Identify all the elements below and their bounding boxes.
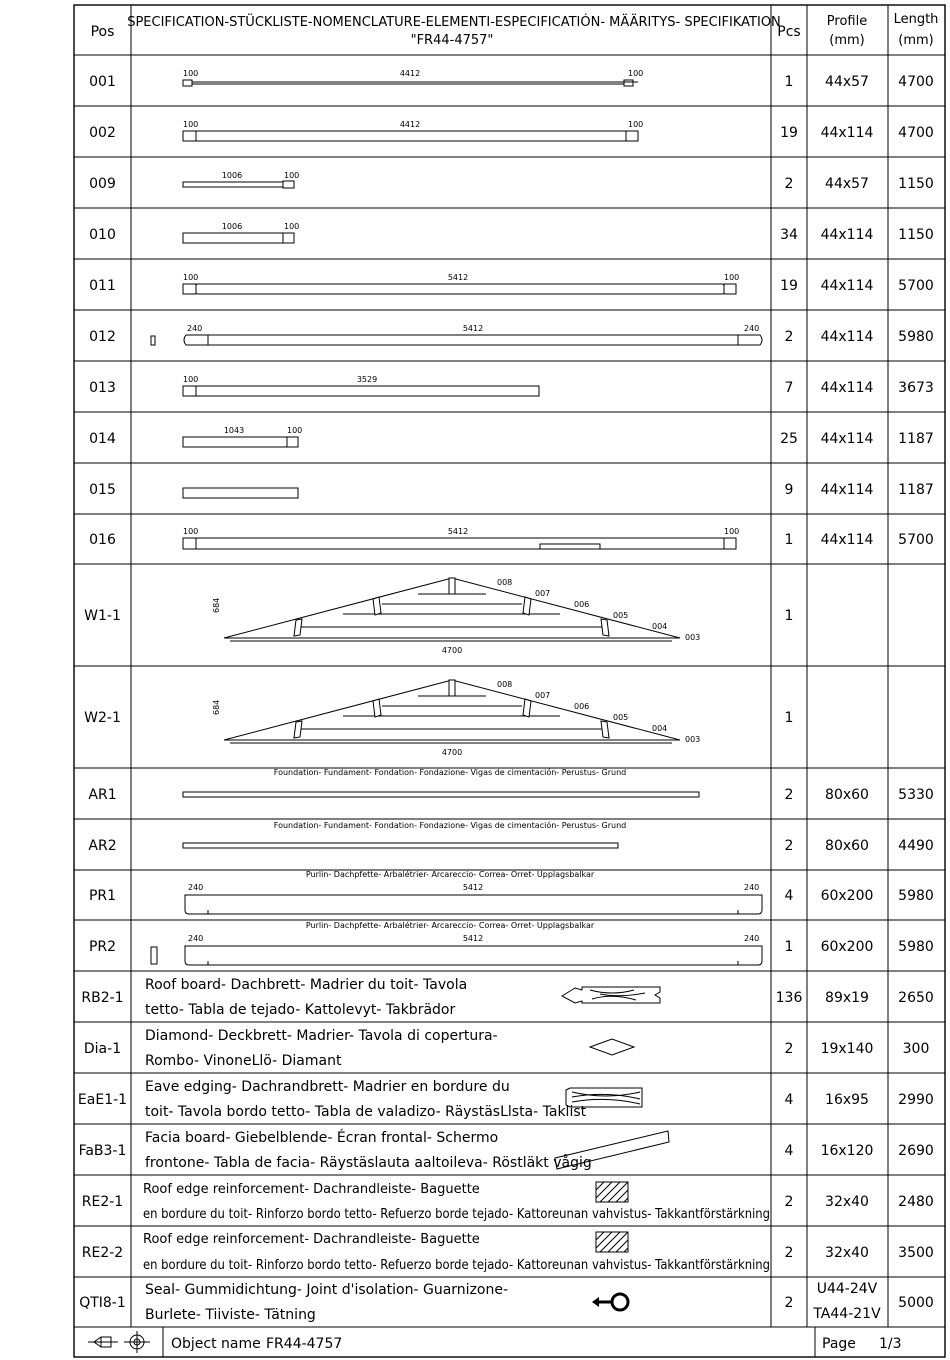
dimension-label: 240	[744, 883, 760, 892]
row-pos: Dia-1	[83, 1041, 122, 1057]
member-label: 007	[535, 589, 551, 598]
row-profile: 89x19	[825, 990, 869, 1006]
row-pcs: 4	[784, 888, 794, 904]
row-pos: QTI8-1	[79, 1295, 126, 1311]
seal-profile-icon	[592, 1294, 628, 1310]
row-pos: 012	[89, 329, 116, 345]
part-caption: Foundation- Fundament- Fondation- Fondazione- Vigas de cimentación- Perustus- Grund	[273, 768, 627, 777]
row-pos: PR1	[88, 888, 117, 904]
dimension-label: 100	[628, 69, 644, 78]
hatched-square-icon	[596, 1182, 628, 1202]
row-pcs: 4	[784, 1092, 794, 1108]
row-profile: 44x57	[825, 74, 869, 90]
row-pos: AR1	[88, 787, 117, 803]
part-drawing-ar2	[183, 820, 626, 848]
row-pcs: 34	[780, 227, 798, 243]
dimension-label: 240	[744, 934, 760, 943]
row-pcs: 1	[784, 532, 794, 548]
dimension-label: 5412	[462, 883, 484, 892]
row-length: 5980	[898, 888, 934, 904]
table-row	[82, 1232, 934, 1273]
table-row	[79, 1129, 934, 1171]
roof-board-profile-icon	[562, 987, 660, 1003]
row-length: 300	[902, 1041, 930, 1057]
row-length: 4700	[898, 125, 934, 141]
dimension-label: 684	[212, 699, 221, 715]
dimension-label: 5412	[447, 527, 469, 536]
page-number: 1/3	[879, 1336, 902, 1352]
dimension-label: 100	[724, 527, 740, 536]
dimension-label: 4700	[441, 646, 463, 655]
row-pos: RE2-2	[81, 1245, 124, 1261]
part-drawing-pr2	[151, 920, 762, 965]
header-profile: Profile	[826, 14, 868, 29]
part-caption: Purlin- Dachpfette- Arbalétrier- Arcareccio- Correa- Orret- Upplagsbalkar	[305, 921, 595, 930]
dimension-label: 1043	[223, 426, 245, 435]
row-pcs: 1	[784, 608, 794, 624]
dimension-label: 100	[183, 120, 199, 129]
header-profile-unit: (mm)	[829, 33, 865, 48]
row-length: 1187	[898, 431, 934, 447]
row-description-line: en bordure du toit- Rinforzo bordo tetto- Refuerzo borde tejado- Kattoreunan vahvistus- Takkantförstärkning	[143, 1258, 770, 1273]
row-pcs: 2	[784, 1295, 794, 1311]
row-profile: 32x40	[825, 1194, 869, 1210]
dimension-label: 1006	[221, 171, 243, 180]
row-description-line: Facia board- Giebelblende- Écran frontal- Schermo	[145, 1130, 499, 1146]
member-label: 005	[613, 713, 629, 722]
row-pcs: 2	[784, 787, 794, 803]
row-description-line: en bordure du toit- Rinforzo bordo tetto- Refuerzo borde tejado- Kattoreunan vahvistus- Takkantförstärkning	[143, 1207, 770, 1222]
row-length: 2650	[898, 990, 934, 1006]
member-label: 003	[685, 633, 701, 642]
row-pcs: 7	[784, 380, 794, 396]
dimension-label: 5412	[447, 273, 469, 282]
row-profile: 80x60	[825, 787, 869, 803]
row-pcs: 19	[780, 125, 798, 141]
dimension-label: 4412	[399, 69, 421, 78]
row-profile: 44x114	[820, 532, 874, 548]
row-pcs: 2	[784, 1194, 794, 1210]
table-row	[84, 608, 793, 624]
dimension-label: 3529	[356, 375, 378, 384]
diamond-profile-icon	[590, 1039, 634, 1055]
row-pcs: 2	[784, 838, 794, 854]
row-pos: 015	[89, 482, 116, 498]
row-length: 5980	[898, 329, 934, 345]
row-description-line: Rombo- VinoneLlö- Diamant	[145, 1053, 342, 1069]
dimension-label: 100	[284, 171, 300, 180]
part-drawing-015	[183, 488, 298, 498]
row-length: 5700	[898, 532, 934, 548]
row-pcs: 1	[784, 74, 794, 90]
table-row	[78, 1079, 934, 1120]
row-length: 1150	[898, 227, 934, 243]
row-description-line: Seal- Gummidichtung- Joint d'isolation- Guarnizone-	[145, 1282, 509, 1298]
row-pos: PR2	[88, 939, 117, 955]
row-pcs: 2	[784, 176, 794, 192]
dimension-label: 5412	[462, 934, 484, 943]
row-length: 1150	[898, 176, 934, 192]
part-drawing-014	[183, 426, 302, 447]
row-profile: 44x114	[820, 431, 874, 447]
row-description-line: Eave edging- Dachrandbrett- Madrier en bordure du	[145, 1079, 510, 1095]
table-row	[81, 977, 933, 1018]
member-label: 005	[613, 611, 629, 620]
part-drawing-w2-1	[212, 680, 700, 757]
row-description-line: Burlete- Tiiviste- Tätning	[145, 1307, 316, 1323]
row-profile: 16x120	[820, 1143, 874, 1159]
row-pcs: 2	[784, 1245, 794, 1261]
row-pos: 016	[89, 532, 116, 548]
row-pos: RE2-1	[81, 1194, 124, 1210]
part-drawing-011	[183, 273, 739, 294]
part-drawing-012	[151, 324, 762, 345]
dimension-label: 100	[287, 426, 303, 435]
row-profile: 44x114	[820, 278, 874, 294]
row-length: 2690	[898, 1143, 934, 1159]
row-pcs: 2	[784, 1041, 794, 1057]
member-label: 003	[685, 735, 701, 744]
dimension-label: 5412	[462, 324, 484, 333]
part-drawing-009	[183, 171, 299, 188]
header-pcs: Pcs	[777, 24, 801, 40]
row-description-line: Diamond- Deckbrett- Madrier- Tavola di copertura-	[145, 1028, 498, 1044]
row-profile: 60x200	[820, 888, 874, 904]
table-header	[91, 12, 939, 48]
header-spec-subtitle: "FR44-4757"	[410, 33, 494, 48]
row-pos: 013	[89, 380, 116, 396]
dimension-label: 100	[183, 273, 199, 282]
dimension-label: 684	[212, 597, 221, 613]
member-label: 006	[574, 600, 590, 609]
member-label: 007	[535, 691, 551, 700]
part-drawing-001	[183, 69, 643, 86]
row-cells	[78, 74, 934, 1323]
part-drawing-002	[183, 120, 643, 141]
row-profile: 44x114	[820, 482, 874, 498]
row-profile: U44-24V	[816, 1281, 878, 1297]
member-label: 008	[497, 680, 513, 689]
row-pos: 009	[89, 176, 116, 192]
row-pos: 010	[89, 227, 116, 243]
part-drawing-016	[183, 527, 739, 549]
dimension-label: 240	[187, 324, 203, 333]
row-description-line: toit- Tavola bordo tetto- Tabla de valadizo- RäystäsLlsta- Taklist	[145, 1104, 587, 1120]
table-row	[84, 1028, 929, 1069]
row-pos: W2-1	[84, 710, 121, 726]
row-pcs: 19	[780, 278, 798, 294]
row-pos: EaE1-1	[77, 1092, 128, 1108]
row-length: 4490	[898, 838, 934, 854]
dimension-label: 4412	[399, 120, 421, 129]
part-drawing-010	[183, 222, 299, 243]
dimension-label: 240	[744, 324, 760, 333]
row-profile: 44x114	[820, 125, 874, 141]
member-label: 004	[652, 724, 668, 733]
row-profile: 44x114	[820, 329, 874, 345]
row-length: 5000	[898, 1295, 934, 1311]
row-length: 5980	[898, 939, 934, 955]
row-pos: AR2	[88, 838, 117, 854]
member-label: 004	[652, 622, 668, 631]
row-pcs: 136	[775, 990, 803, 1006]
table-row	[82, 1182, 934, 1222]
dimension-label: 100	[183, 69, 199, 78]
row-profile: 44x114	[820, 380, 874, 396]
member-label: 006	[574, 702, 590, 711]
dimension-label: 240	[188, 934, 204, 943]
header-spec-title: SPECIFICATION-STÜCKLISTE-NOMENCLATURE-ELEMENTI-ESPECIFICATIÓN- MÄÄRITYS- SPECIFIKATION	[127, 15, 781, 30]
row-profile: 19x140	[820, 1041, 874, 1057]
member-label: 008	[497, 578, 513, 587]
row-pcs: 1	[784, 939, 794, 955]
header-length: Length	[893, 12, 939, 27]
row-length: 2990	[898, 1092, 934, 1108]
part-drawing-pr1	[185, 869, 762, 914]
row-length: 1187	[898, 482, 934, 498]
row-length: 3673	[898, 380, 934, 396]
row-length: 3500	[898, 1245, 934, 1261]
row-profile: 80x60	[825, 838, 869, 854]
table-row	[84, 710, 793, 726]
row-description-line: Roof edge reinforcement- Dachrandleiste- Baguette	[143, 1232, 480, 1247]
row-profile: 16x95	[825, 1092, 869, 1108]
row-pcs: 2	[784, 329, 794, 345]
header-length-unit: (mm)	[898, 33, 934, 48]
row-pos: FaB3-1	[78, 1143, 127, 1159]
dimension-label: 100	[628, 120, 644, 129]
row-pcs: 1	[784, 710, 794, 726]
row-profile: 60x200	[820, 939, 874, 955]
row-pos: 014	[89, 431, 116, 447]
header-pos: Pos	[90, 24, 115, 40]
row-pos: 001	[89, 74, 116, 90]
part-caption: Foundation- Fundament- Fondation- Fondazione- Vigas de cimentación- Perustus- Grund	[273, 821, 627, 830]
hatched-square-icon	[596, 1232, 628, 1252]
row-pos: 002	[89, 125, 116, 141]
footer	[88, 1331, 902, 1353]
part-drawing-w1-1	[212, 578, 700, 655]
row-description-line: tetto- Tabla de tejado- Kattolevyt- Takbrädor	[145, 1002, 456, 1018]
row-profile: 32x40	[825, 1245, 869, 1261]
row-length: 5330	[898, 787, 934, 803]
row-description-line: frontone- Tabla de facia- Räystäslauta aaltoileva- Röstläkt vågig	[145, 1155, 592, 1171]
dimension-label: 1006	[221, 222, 243, 231]
row-pos: W1-1	[84, 608, 121, 624]
part-drawing-ar1	[183, 767, 699, 797]
dimension-label: 100	[183, 527, 199, 536]
crosshair-circle-icon	[124, 1331, 150, 1353]
dimension-label: 100	[724, 273, 740, 282]
table-row	[79, 1281, 934, 1323]
object-name-value: FR44-4757	[266, 1336, 343, 1352]
row-pcs: 25	[780, 431, 798, 447]
row-pos: 011	[89, 278, 116, 294]
row-profile: 44x114	[820, 227, 874, 243]
object-name-label: Object name	[171, 1336, 261, 1352]
row-length: 4700	[898, 74, 934, 90]
row-length: 2480	[898, 1194, 934, 1210]
dimension-label: 4700	[441, 748, 463, 757]
row-pos: RB2-1	[81, 990, 124, 1006]
row-pcs: 4	[784, 1143, 794, 1159]
page-label: Page	[822, 1336, 856, 1352]
row-pcs: 9	[784, 482, 794, 498]
projection-cone-icon	[88, 1337, 118, 1347]
part-caption: Purlin- Dachpfette- Arbalétrier- Arcareccio- Correa- Orret- Upplagsbalkar	[305, 870, 595, 879]
row-description-line: Roof edge reinforcement- Dachrandleiste- Baguette	[143, 1182, 480, 1197]
row-description-line: Roof board- Dachbrett- Madrier du toit- Tavola	[145, 977, 468, 993]
dimension-label: 100	[183, 375, 199, 384]
row-profile: 44x57	[825, 176, 869, 192]
dimension-label: 100	[284, 222, 300, 231]
row-profile-secondary: TA44-21V	[813, 1306, 881, 1322]
dimension-label: 240	[188, 883, 204, 892]
row-length: 5700	[898, 278, 934, 294]
part-drawing-013	[183, 375, 539, 396]
